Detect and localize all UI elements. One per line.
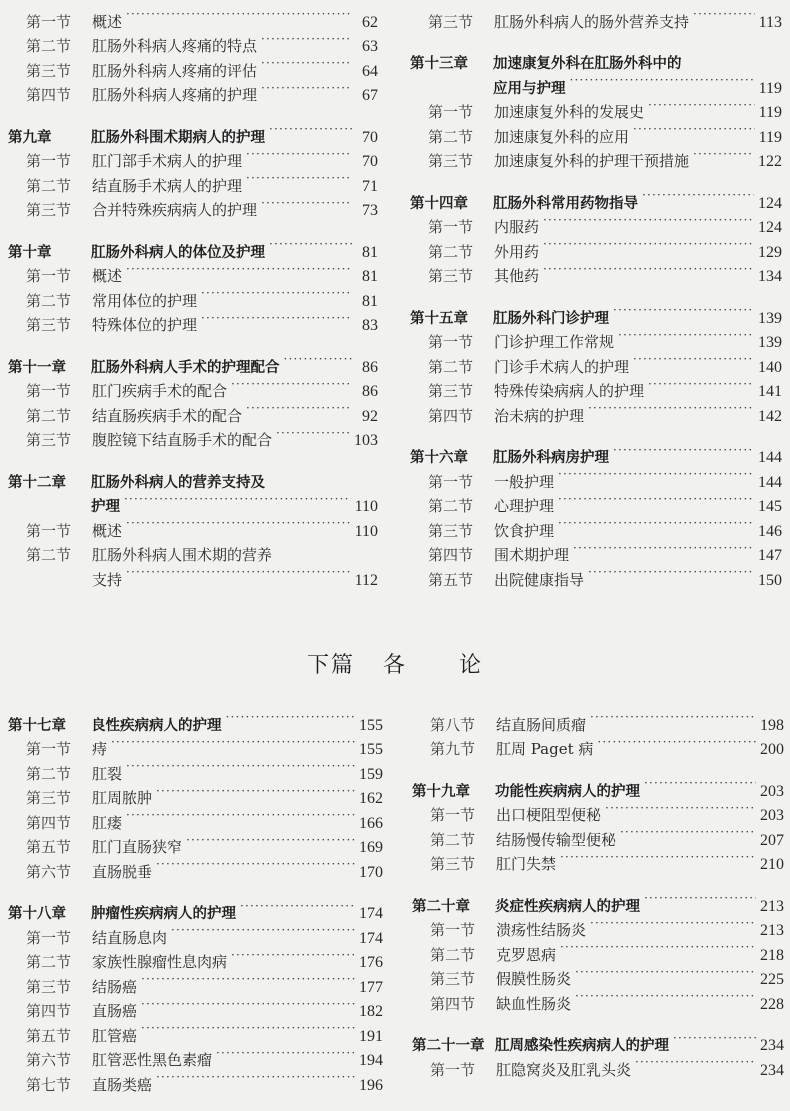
dot-leader xyxy=(216,1041,355,1066)
section-number: 第三节 xyxy=(26,431,72,449)
toc-chapter-entry xyxy=(412,1026,784,1054)
entry-title: 肛管癌 xyxy=(92,1026,138,1045)
dot-leader xyxy=(240,894,355,919)
page-number: 110 xyxy=(354,498,378,515)
chapter-number: 第十一章 xyxy=(8,359,66,376)
chapter-number: 第十二章 xyxy=(8,474,66,491)
page-number: 142 xyxy=(758,407,782,425)
toc-section-entry xyxy=(8,2,378,31)
section-number: 第二节 xyxy=(428,242,474,261)
entry-title: 常用体位的护理 xyxy=(92,291,198,310)
part-title-word-1: 下篇 xyxy=(306,653,355,678)
dot-leader xyxy=(618,323,754,348)
page-number: 134 xyxy=(758,268,782,285)
toc-chapter-entry xyxy=(412,886,784,915)
page-number: 139 xyxy=(758,334,782,351)
dot-leader xyxy=(276,421,350,446)
chapter-number: 第十五章 xyxy=(410,310,468,327)
entry-title: 结直肠息肉 xyxy=(92,928,168,947)
entry-title: 结肠慢传输型便秘 xyxy=(496,830,617,849)
section-number: 第一节 xyxy=(26,382,72,400)
dot-leader xyxy=(124,487,351,512)
entry-title: 肛肠外科病人的体位及护理 xyxy=(91,244,265,261)
entry-title: 其他药 xyxy=(494,267,540,285)
section-number: 第四节 xyxy=(430,994,476,1013)
page-number: 112 xyxy=(354,571,378,589)
section-number: 第三节 xyxy=(430,970,476,988)
page-number: 119 xyxy=(758,128,782,146)
toc-column-bottom-right xyxy=(412,705,784,1079)
section-number: 第二节 xyxy=(26,406,72,425)
entry-title: 治未病的护理 xyxy=(494,406,585,425)
section-number: 第一节 xyxy=(26,12,72,31)
dot-leader xyxy=(246,142,352,167)
page-number: 81 xyxy=(362,292,378,310)
dot-leader xyxy=(642,183,754,208)
section-number: 第三节 xyxy=(26,977,72,996)
entry-title: 肛隐窝炎及肛乳头炎 xyxy=(496,1060,632,1079)
section-number: 第七节 xyxy=(26,1075,72,1094)
section-number: 第六节 xyxy=(26,862,72,881)
dot-leader xyxy=(126,511,351,536)
dot-leader xyxy=(613,438,754,463)
page-number: 166 xyxy=(359,814,383,832)
page-number: 119 xyxy=(758,79,782,97)
dot-leader xyxy=(570,68,755,93)
section-number: 第四节 xyxy=(26,86,72,104)
entry-title: 肛裂 xyxy=(92,764,123,783)
dot-leader xyxy=(246,396,352,421)
page-number: 147 xyxy=(758,547,782,564)
dot-leader xyxy=(590,705,756,730)
page-number: 62 xyxy=(362,13,378,31)
entry-title: 克罗恩病 xyxy=(496,945,557,964)
dot-leader xyxy=(693,142,754,167)
page-number: 81 xyxy=(362,268,378,285)
toc-section-entry xyxy=(410,2,782,31)
page-number: 155 xyxy=(359,741,383,758)
toc-chapter-entry xyxy=(410,44,782,72)
entry-title: 直肠脱垂 xyxy=(92,862,153,881)
section-number: 第二节 xyxy=(430,830,476,849)
entry-title: 合并特殊疾病病人的护理 xyxy=(92,201,258,219)
section-number: 第三节 xyxy=(26,201,72,219)
section-number: 第一节 xyxy=(26,928,72,947)
entry-title: 出口梗阻型便秘 xyxy=(496,806,602,824)
section-number: 第一节 xyxy=(428,472,474,491)
chapter-number: 第十六章 xyxy=(410,450,468,466)
chapter-number: 第九章 xyxy=(8,129,52,146)
entry-title: 肛瘘 xyxy=(92,813,123,832)
toc-column-bottom-left xyxy=(8,705,383,1094)
entry-title: 肛门直肠狭窄 xyxy=(92,838,183,856)
dot-leader xyxy=(648,372,754,397)
dot-leader xyxy=(126,257,352,282)
section-number: 第二节 xyxy=(26,176,72,195)
page-number: 150 xyxy=(758,571,782,589)
entry-title: 结直肠疾病手术的配合 xyxy=(92,406,243,425)
page-number: 194 xyxy=(359,1052,383,1069)
entry-title: 肛肠外科常用药物指导 xyxy=(493,195,638,212)
dot-leader xyxy=(648,93,755,118)
dot-leader xyxy=(635,1050,756,1075)
dot-leader xyxy=(560,845,756,870)
dot-leader xyxy=(141,992,355,1017)
page-number: 203 xyxy=(760,782,784,800)
entry-title: 一般护理 xyxy=(494,472,555,491)
dot-leader xyxy=(543,257,754,282)
entry-title: 肛肠外科病人疼痛的护理 xyxy=(92,86,258,104)
dot-leader xyxy=(126,560,351,585)
dot-leader xyxy=(633,347,754,372)
entry-title: 假膜性肠炎 xyxy=(496,970,572,988)
section-number: 第一节 xyxy=(430,921,476,939)
dot-leader xyxy=(673,1026,756,1051)
toc-chapter-entry xyxy=(410,438,782,466)
page-number: 70 xyxy=(362,128,378,146)
dot-leader xyxy=(269,232,352,257)
toc-chapter-entry xyxy=(412,771,784,800)
chapter-number: 第十章 xyxy=(8,244,52,261)
page-number: 228 xyxy=(760,995,784,1013)
section-number: 第二节 xyxy=(26,764,72,783)
dot-leader xyxy=(613,298,754,323)
section-number: 第二节 xyxy=(428,357,474,376)
page-number: 63 xyxy=(362,38,378,55)
section-number: 第五节 xyxy=(26,838,72,856)
chapter-number: 第十九章 xyxy=(412,783,470,800)
chapter-number: 第二十章 xyxy=(412,898,470,915)
section-number: 第二节 xyxy=(26,546,72,564)
entry-title: 内服药 xyxy=(494,218,540,236)
entry-title: 肛肠外科病人的营养支持及 xyxy=(91,474,265,491)
dot-leader xyxy=(261,191,352,216)
toc-chapter-entry xyxy=(8,347,378,376)
page-number: 218 xyxy=(760,946,784,964)
toc-chapter-entry xyxy=(410,183,782,212)
page-number: 113 xyxy=(758,13,782,31)
toc-section-entry xyxy=(8,511,378,540)
page-number: 174 xyxy=(359,905,383,922)
dot-leader xyxy=(126,803,355,828)
dot-leader xyxy=(543,208,754,233)
toc-chapter-entry xyxy=(8,232,378,261)
entry-title: 概述 xyxy=(92,12,123,31)
entry-title: 支持 xyxy=(92,570,123,589)
entry-title: 直肠癌 xyxy=(92,1002,138,1020)
entry-title: 特殊体位的护理 xyxy=(92,316,198,334)
entry-title: 肛肠外科围术期病人的护理 xyxy=(91,129,265,146)
dot-leader xyxy=(261,27,352,52)
entry-title: 肛周脓肿 xyxy=(92,789,153,807)
page-number: 103 xyxy=(354,432,378,449)
part-title xyxy=(0,648,790,679)
dot-leader xyxy=(246,166,352,191)
section-number: 第六节 xyxy=(26,1051,72,1069)
entry-title: 良性疾病病人的护理 xyxy=(91,717,222,734)
page-number: 155 xyxy=(359,716,383,734)
page-number: 234 xyxy=(760,1037,784,1054)
dot-leader xyxy=(558,462,754,487)
toc-section-entry xyxy=(412,705,784,734)
page-number: 71 xyxy=(362,177,378,195)
dot-leader xyxy=(141,967,355,992)
entry-title: 围术期护理 xyxy=(494,546,570,564)
entry-title: 加速康复外科的应用 xyxy=(494,127,630,146)
dot-leader xyxy=(231,372,352,397)
section-number: 第三节 xyxy=(26,789,72,807)
page-number: 159 xyxy=(359,765,383,783)
entry-title: 加速康复外科的护理干预措施 xyxy=(494,152,690,170)
entry-title: 心理护理 xyxy=(494,497,555,515)
section-number: 第三节 xyxy=(26,61,72,80)
section-number: 第四节 xyxy=(26,1002,72,1020)
entry-title: 加速康复外科在肛肠外科中的 xyxy=(493,56,682,72)
dot-leader xyxy=(575,984,756,1009)
chapter-number: 第十三章 xyxy=(410,56,468,72)
page-number: 210 xyxy=(760,856,784,873)
section-number: 第一节 xyxy=(430,1060,476,1079)
dot-leader xyxy=(644,886,756,911)
entry-title: 肛管恶性黑色素瘤 xyxy=(92,1051,213,1069)
entry-title: 肛肠外科病人的肠外营养支持 xyxy=(494,12,690,31)
part-title-word-2: 各 xyxy=(382,653,407,678)
page-number: 67 xyxy=(362,87,378,104)
dot-leader xyxy=(543,232,754,257)
page-number: 124 xyxy=(758,194,782,212)
page-number: 213 xyxy=(760,922,784,939)
page-number: 81 xyxy=(362,243,378,261)
dot-leader xyxy=(269,117,352,142)
toc-chapter-entry xyxy=(8,894,383,922)
page-number: 182 xyxy=(359,1003,383,1020)
section-number: 第三节 xyxy=(430,855,476,873)
section-number: 第九节 xyxy=(430,740,476,758)
chapter-number: 第十四章 xyxy=(410,195,468,212)
dot-leader xyxy=(573,536,754,561)
dot-leader xyxy=(261,76,352,101)
dot-leader xyxy=(284,347,353,372)
dot-leader xyxy=(261,51,352,76)
entry-title: 肛肠外科病人疼痛的评估 xyxy=(92,61,258,80)
dot-leader xyxy=(156,1065,355,1090)
entry-title: 特殊传染病病人的护理 xyxy=(494,382,645,400)
page-number: 234 xyxy=(760,1061,784,1079)
entry-title: 炎症性疾病病人的护理 xyxy=(495,898,640,915)
page-number: 124 xyxy=(758,219,782,236)
entry-title: 缺血性肠炎 xyxy=(496,994,572,1013)
page-number: 191 xyxy=(359,1027,383,1045)
page-number: 176 xyxy=(359,954,383,971)
entry-title: 溃疡性结肠炎 xyxy=(496,921,587,939)
entry-title: 痔 xyxy=(92,740,108,758)
entry-title: 饮食护理 xyxy=(494,521,555,540)
section-number: 第八节 xyxy=(430,715,476,734)
entry-title: 结直肠间质瘤 xyxy=(496,715,587,734)
section-number: 第一节 xyxy=(26,267,72,285)
section-number: 第三节 xyxy=(428,521,474,540)
entry-title: 出院健康指导 xyxy=(494,570,585,589)
part-title-word-3: 论 xyxy=(459,653,484,678)
entry-title: 肛肠外科病人疼痛的特点 xyxy=(92,37,258,55)
page-number: 200 xyxy=(760,741,784,758)
entry-title: 肛肠外科病房护理 xyxy=(493,450,609,466)
page-number: 70 xyxy=(362,153,378,170)
chapter-number: 第十七章 xyxy=(8,717,66,734)
dot-leader xyxy=(605,796,756,821)
page-number: 83 xyxy=(362,317,378,334)
section-number: 第一节 xyxy=(428,218,474,236)
page-number: 140 xyxy=(758,358,782,376)
entry-title: 功能性疾病病人的护理 xyxy=(495,783,640,800)
chapter-number: 第十八章 xyxy=(8,906,66,922)
section-number: 第一节 xyxy=(430,806,476,824)
dot-leader xyxy=(171,918,355,943)
dot-leader xyxy=(588,396,754,421)
dot-leader xyxy=(693,2,755,27)
entry-title: 家族性腺瘤性息肉病 xyxy=(92,953,228,971)
dot-leader xyxy=(126,754,355,779)
page-number: 122 xyxy=(758,153,782,170)
entry-title: 概述 xyxy=(92,521,123,540)
entry-title: 结肠癌 xyxy=(92,977,138,996)
dot-leader xyxy=(575,960,756,985)
page-number: 64 xyxy=(362,62,378,80)
toc-chapter-entry xyxy=(8,462,378,491)
entry-title: 肛肠外科门诊护理 xyxy=(493,310,609,327)
section-number: 第三节 xyxy=(428,382,474,400)
section-number: 第二节 xyxy=(26,37,72,55)
entry-title: 门诊护理工作常规 xyxy=(494,333,615,351)
section-number: 第二节 xyxy=(430,945,476,964)
page-number: 177 xyxy=(359,978,383,996)
page-number: 213 xyxy=(760,897,784,915)
dot-leader xyxy=(141,1016,355,1041)
section-number: 第一节 xyxy=(26,152,72,170)
section-number: 第三节 xyxy=(26,316,72,334)
toc-chapter-entry xyxy=(8,705,383,734)
entry-title: 肛周 Paget 病 xyxy=(496,740,594,758)
section-number: 第五节 xyxy=(428,570,474,589)
toc-chapter-entry xyxy=(410,298,782,327)
entry-title: 结直肠手术病人的护理 xyxy=(92,176,243,195)
page-number: 92 xyxy=(362,407,378,425)
page-number: 196 xyxy=(359,1076,383,1094)
section-number: 第二节 xyxy=(26,953,72,971)
entry-title: 肿瘤性疾病病人的护理 xyxy=(91,906,236,922)
dot-leader xyxy=(201,306,352,331)
page-number: 129 xyxy=(758,243,782,261)
dot-leader xyxy=(620,820,756,845)
entry-title: 肛肠外科病人手术的护理配合 xyxy=(91,359,280,376)
dot-leader xyxy=(201,281,352,306)
section-number: 第一节 xyxy=(428,333,474,351)
dot-leader xyxy=(558,487,754,512)
dot-leader xyxy=(633,117,755,142)
toc-chapter-entry xyxy=(8,117,378,146)
dot-leader xyxy=(560,935,756,960)
section-number: 第三节 xyxy=(428,12,474,31)
section-number: 第二节 xyxy=(428,127,474,146)
page-number: 119 xyxy=(758,104,782,121)
page-number: 198 xyxy=(760,716,784,734)
toc-column-top-left xyxy=(8,2,378,589)
section-number: 第一节 xyxy=(26,521,72,540)
page-number: 86 xyxy=(362,358,378,376)
entry-title: 概述 xyxy=(92,267,123,285)
page-number: 145 xyxy=(758,498,782,515)
page-number: 162 xyxy=(359,790,383,807)
toc-section-entry xyxy=(410,93,782,121)
entry-title: 应用与护理 xyxy=(493,80,566,97)
page-number: 170 xyxy=(359,863,383,881)
dot-leader xyxy=(111,730,355,755)
dot-leader xyxy=(644,771,756,796)
section-number: 第二节 xyxy=(26,291,72,310)
page-number: 139 xyxy=(758,309,782,327)
dot-leader xyxy=(590,911,756,936)
dot-leader xyxy=(558,511,754,536)
page-number: 207 xyxy=(760,831,784,849)
entry-title: 门诊手术病人的护理 xyxy=(494,357,630,376)
section-number: 第四节 xyxy=(26,813,72,832)
section-number: 第五节 xyxy=(26,1026,72,1045)
page-number: 225 xyxy=(760,971,784,988)
page-number: 146 xyxy=(758,522,782,540)
section-number: 第四节 xyxy=(428,406,474,425)
entry-title: 肛门疾病手术的配合 xyxy=(92,382,228,400)
section-number: 第一节 xyxy=(26,740,72,758)
chapter-number: 第二十一章 xyxy=(412,1038,485,1054)
page-number: 169 xyxy=(359,839,383,856)
entry-title: 腹腔镜下结直肠手术的配合 xyxy=(92,431,273,449)
dot-leader xyxy=(588,560,754,585)
entry-title: 肛周感染性疾病病人的护理 xyxy=(495,1038,669,1054)
dot-leader xyxy=(156,852,355,877)
toc-column-top-right xyxy=(410,2,782,589)
entry-title: 肛门部手术病人的护理 xyxy=(92,152,243,170)
dot-leader xyxy=(126,2,352,27)
page-number: 73 xyxy=(362,202,378,219)
section-number: 第三节 xyxy=(428,152,474,170)
page-number: 86 xyxy=(362,383,378,400)
section-number: 第四节 xyxy=(428,546,474,564)
page-number: 144 xyxy=(758,449,782,466)
entry-title: 护理 xyxy=(91,499,120,515)
entry-title: 直肠类癌 xyxy=(92,1075,153,1094)
entry-title: 外用药 xyxy=(494,242,540,261)
section-number: 第一节 xyxy=(428,103,474,121)
entry-title: 肛肠外科病人围术期的营养 xyxy=(92,546,273,564)
page-number: 110 xyxy=(354,522,378,540)
dot-leader xyxy=(226,705,356,730)
entry-title: 肛门失禁 xyxy=(496,855,557,873)
page-number: 144 xyxy=(758,473,782,491)
page-number: 203 xyxy=(760,807,784,824)
dot-leader xyxy=(597,730,756,755)
dot-leader xyxy=(231,943,355,968)
dot-leader xyxy=(156,779,355,804)
dot-leader xyxy=(186,828,355,853)
page-number: 174 xyxy=(359,929,383,947)
page-number: 141 xyxy=(758,383,782,400)
section-number: 第三节 xyxy=(428,267,474,285)
entry-title: 加速康复外科的发展史 xyxy=(494,103,645,121)
section-number: 第二节 xyxy=(428,497,474,515)
